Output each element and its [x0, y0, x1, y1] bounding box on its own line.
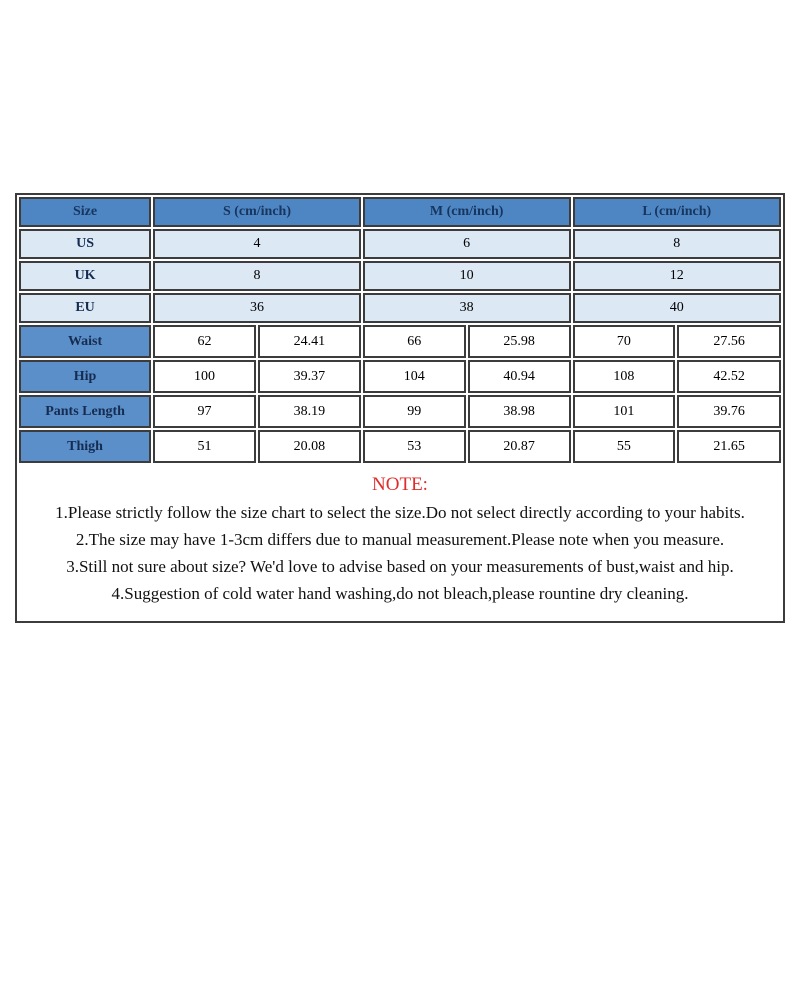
table-cell: 21.65	[677, 430, 781, 463]
table-cell: 38	[363, 293, 571, 323]
table-cell: 8	[573, 229, 782, 259]
table-cell: 12	[573, 261, 782, 291]
table-cell: 38.98	[468, 395, 571, 428]
table-cell: 66	[363, 325, 466, 358]
table-row-hip	[19, 360, 781, 393]
table-row-thigh	[19, 430, 781, 463]
table-cell: 20.87	[468, 430, 571, 463]
size-chart	[15, 193, 785, 623]
table-cell: 53	[363, 430, 466, 463]
note-section	[17, 465, 783, 621]
row-label-eu: EU	[19, 293, 151, 323]
row-label-hip: Hip	[19, 360, 151, 393]
row-label-waist: Waist	[19, 325, 151, 358]
table-cell: 10	[363, 261, 571, 291]
table-cell: 4	[153, 229, 361, 259]
note-line-2: 2.The size may have 1-3cm differs due to manual measurement.Please note when you measure.	[75, 530, 725, 549]
note-line-1: 1.Please strictly follow the size chart to select the size.Do not select directly according to your habits.	[55, 503, 745, 522]
table-cell: 24.41	[258, 325, 361, 358]
table-cell: 36	[153, 293, 361, 323]
row-label-pants-length: Pants Length	[19, 395, 151, 428]
row-label-thigh: Thigh	[19, 430, 151, 463]
table-cell: 62	[153, 325, 256, 358]
table-cell: 55	[573, 430, 676, 463]
table-cell: 20.08	[258, 430, 361, 463]
table-row-uk	[19, 261, 781, 291]
header-col-m: M (cm/inch)	[363, 197, 571, 227]
table-cell: 8	[153, 261, 361, 291]
row-label-us: US	[19, 229, 151, 259]
table-cell: 38.19	[258, 395, 361, 428]
table-cell: 6	[363, 229, 571, 259]
header-col-l: L (cm/inch)	[573, 197, 782, 227]
table-header-row	[19, 197, 781, 227]
note-line-4: 4.Suggestion of cold water hand washing,do not bleach,please rountine dry cleaning.	[111, 584, 689, 603]
table-cell: 101	[573, 395, 676, 428]
header-col-s: S (cm/inch)	[153, 197, 361, 227]
table-row-eu	[19, 293, 781, 323]
table-cell: 40	[573, 293, 782, 323]
table-cell: 99	[363, 395, 466, 428]
table-cell: 40.94	[468, 360, 571, 393]
table-cell: 27.56	[677, 325, 781, 358]
table-cell: 42.52	[677, 360, 781, 393]
table-cell: 108	[573, 360, 676, 393]
table-cell: 100	[153, 360, 256, 393]
table-cell: 97	[153, 395, 256, 428]
table-row-pants-length	[19, 395, 781, 428]
note-title: NOTE:	[372, 474, 428, 495]
table-row-us	[19, 229, 781, 259]
header-size-label: Size	[19, 197, 151, 227]
table-cell: 39.37	[258, 360, 361, 393]
table-row-waist	[19, 325, 781, 358]
table-cell: 104	[363, 360, 466, 393]
row-label-uk: UK	[19, 261, 151, 291]
table-cell: 51	[153, 430, 256, 463]
table-cell: 70	[573, 325, 676, 358]
note-line-3: 3.Still not sure about size? We'd love to advise based on your measurements of bust,waist and hip.	[66, 557, 734, 576]
table-cell: 25.98	[468, 325, 571, 358]
table-cell: 39.76	[677, 395, 781, 428]
size-table	[17, 195, 783, 465]
